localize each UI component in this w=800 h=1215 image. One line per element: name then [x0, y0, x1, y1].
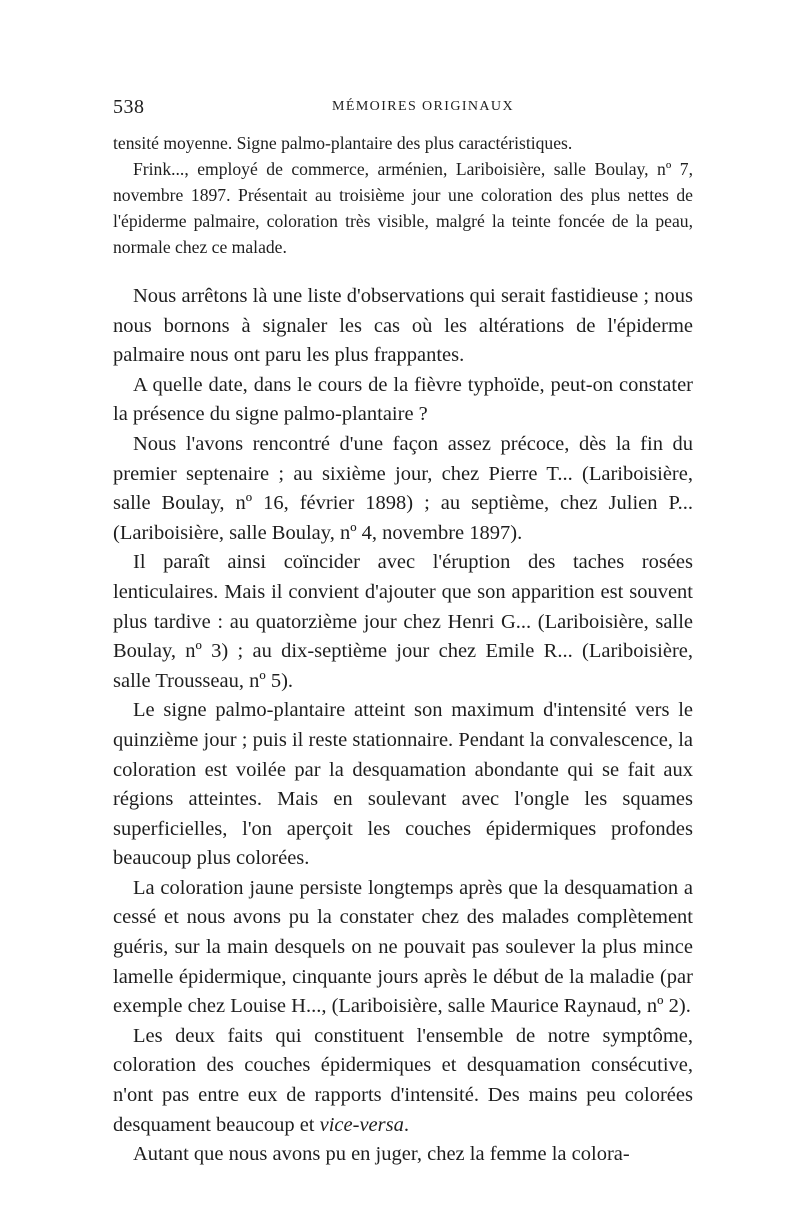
paragraph-4: Il paraît ainsi coïncider avec l'éruption des taches rosées lenticulaires. Mais il convient d'ajouter que son apparition est souvent plus tardive : au quatorzième jour chez Henri G... (Lariboisière, salle Boulay, nº 3) ; au dix-septième jour chez Emile R... (Lariboisière, salle Trousseau, nº 5). — [113, 551, 693, 692]
paragraph-7-text: Les deux faits qui constituent l'ensemble de notre symptôme, coloration des couches épidermiques et desquamation consécutive, n'ont pas entre eux de rapports d'intensité. Des mains peu colorées desquament beaucoup et — [113, 1024, 693, 1136]
small-paragraph-observation: Frink..., employé de commerce, arménien, Lariboisière, salle Boulay, nº 7, novembre 1897. Présentait au troisième jour une coloration des plus nettes de l'épiderme palmaire, coloration très visible, malgré la teinte foncée de la peau, normale chez ce malade. — [113, 159, 693, 257]
main-text-section — [113, 282, 693, 1170]
page-header — [113, 96, 693, 122]
paragraph-1: Nous arrêtons là une liste d'observations qui serait fastidieuse ; nous nous bornons à signaler les cas où les altérations de l'épiderme palmaire nous ont paru les plus frappantes. — [113, 285, 693, 367]
paragraph-8: Autant que nous avons pu en juger, chez la femme la colora- — [133, 1143, 630, 1166]
paragraph-5: Le signe palmo-plantaire atteint son maximum d'intensité vers le quinzième jour ; puis il reste stationnaire. Pendant la convalescence, la coloration est voilée par la desquamation abondante qui se fait aux régions atteintes. Mais en soulevant avec l'ongle les squames superficielles, l'on aperçoit les couches épidermiques profondes beaucoup plus colorées. — [113, 699, 693, 870]
page-number: 538 — [113, 96, 145, 118]
small-print-section — [113, 130, 693, 260]
paragraph-7 — [113, 1022, 693, 1140]
running-title: MÉMOIRES ORIGINAUX — [332, 99, 514, 114]
paragraph-7-italic: vice-versa — [319, 1113, 404, 1136]
paragraph-6: La coloration jaune persiste longtemps après que la desquamation a cessé et nous avons pu la constater chez des malades complètement guéris, sur la main desquels on ne pouvait pas soulever la plus mince lamelle épidermique, cinquante jours après le début de la maladie (par exemple chez Louise H..., (Lariboisière, salle Maurice Raynaud, nº 2). — [113, 876, 693, 1018]
small-paragraph-continued: tensité moyenne. Signe palmo-plantaire des plus caractéristiques. — [113, 133, 573, 153]
paragraph-3: Nous l'avons rencontré d'une façon assez précoce, dès la fin du premier septenaire ; au sixième jour, chez Pierre T... (Lariboisière, salle Boulay, nº 16, février 1898) ; au septième, chez Julien P... (Lariboisière, salle Boulay, nº 4, novembre 1897). — [113, 432, 693, 544]
paragraph-2: A quelle date, dans le cours de la fièvre typhoïde, peut-on constater la présence du signe palmo-plantaire ? — [113, 373, 693, 426]
paragraph-7-end: . — [403, 1113, 409, 1136]
